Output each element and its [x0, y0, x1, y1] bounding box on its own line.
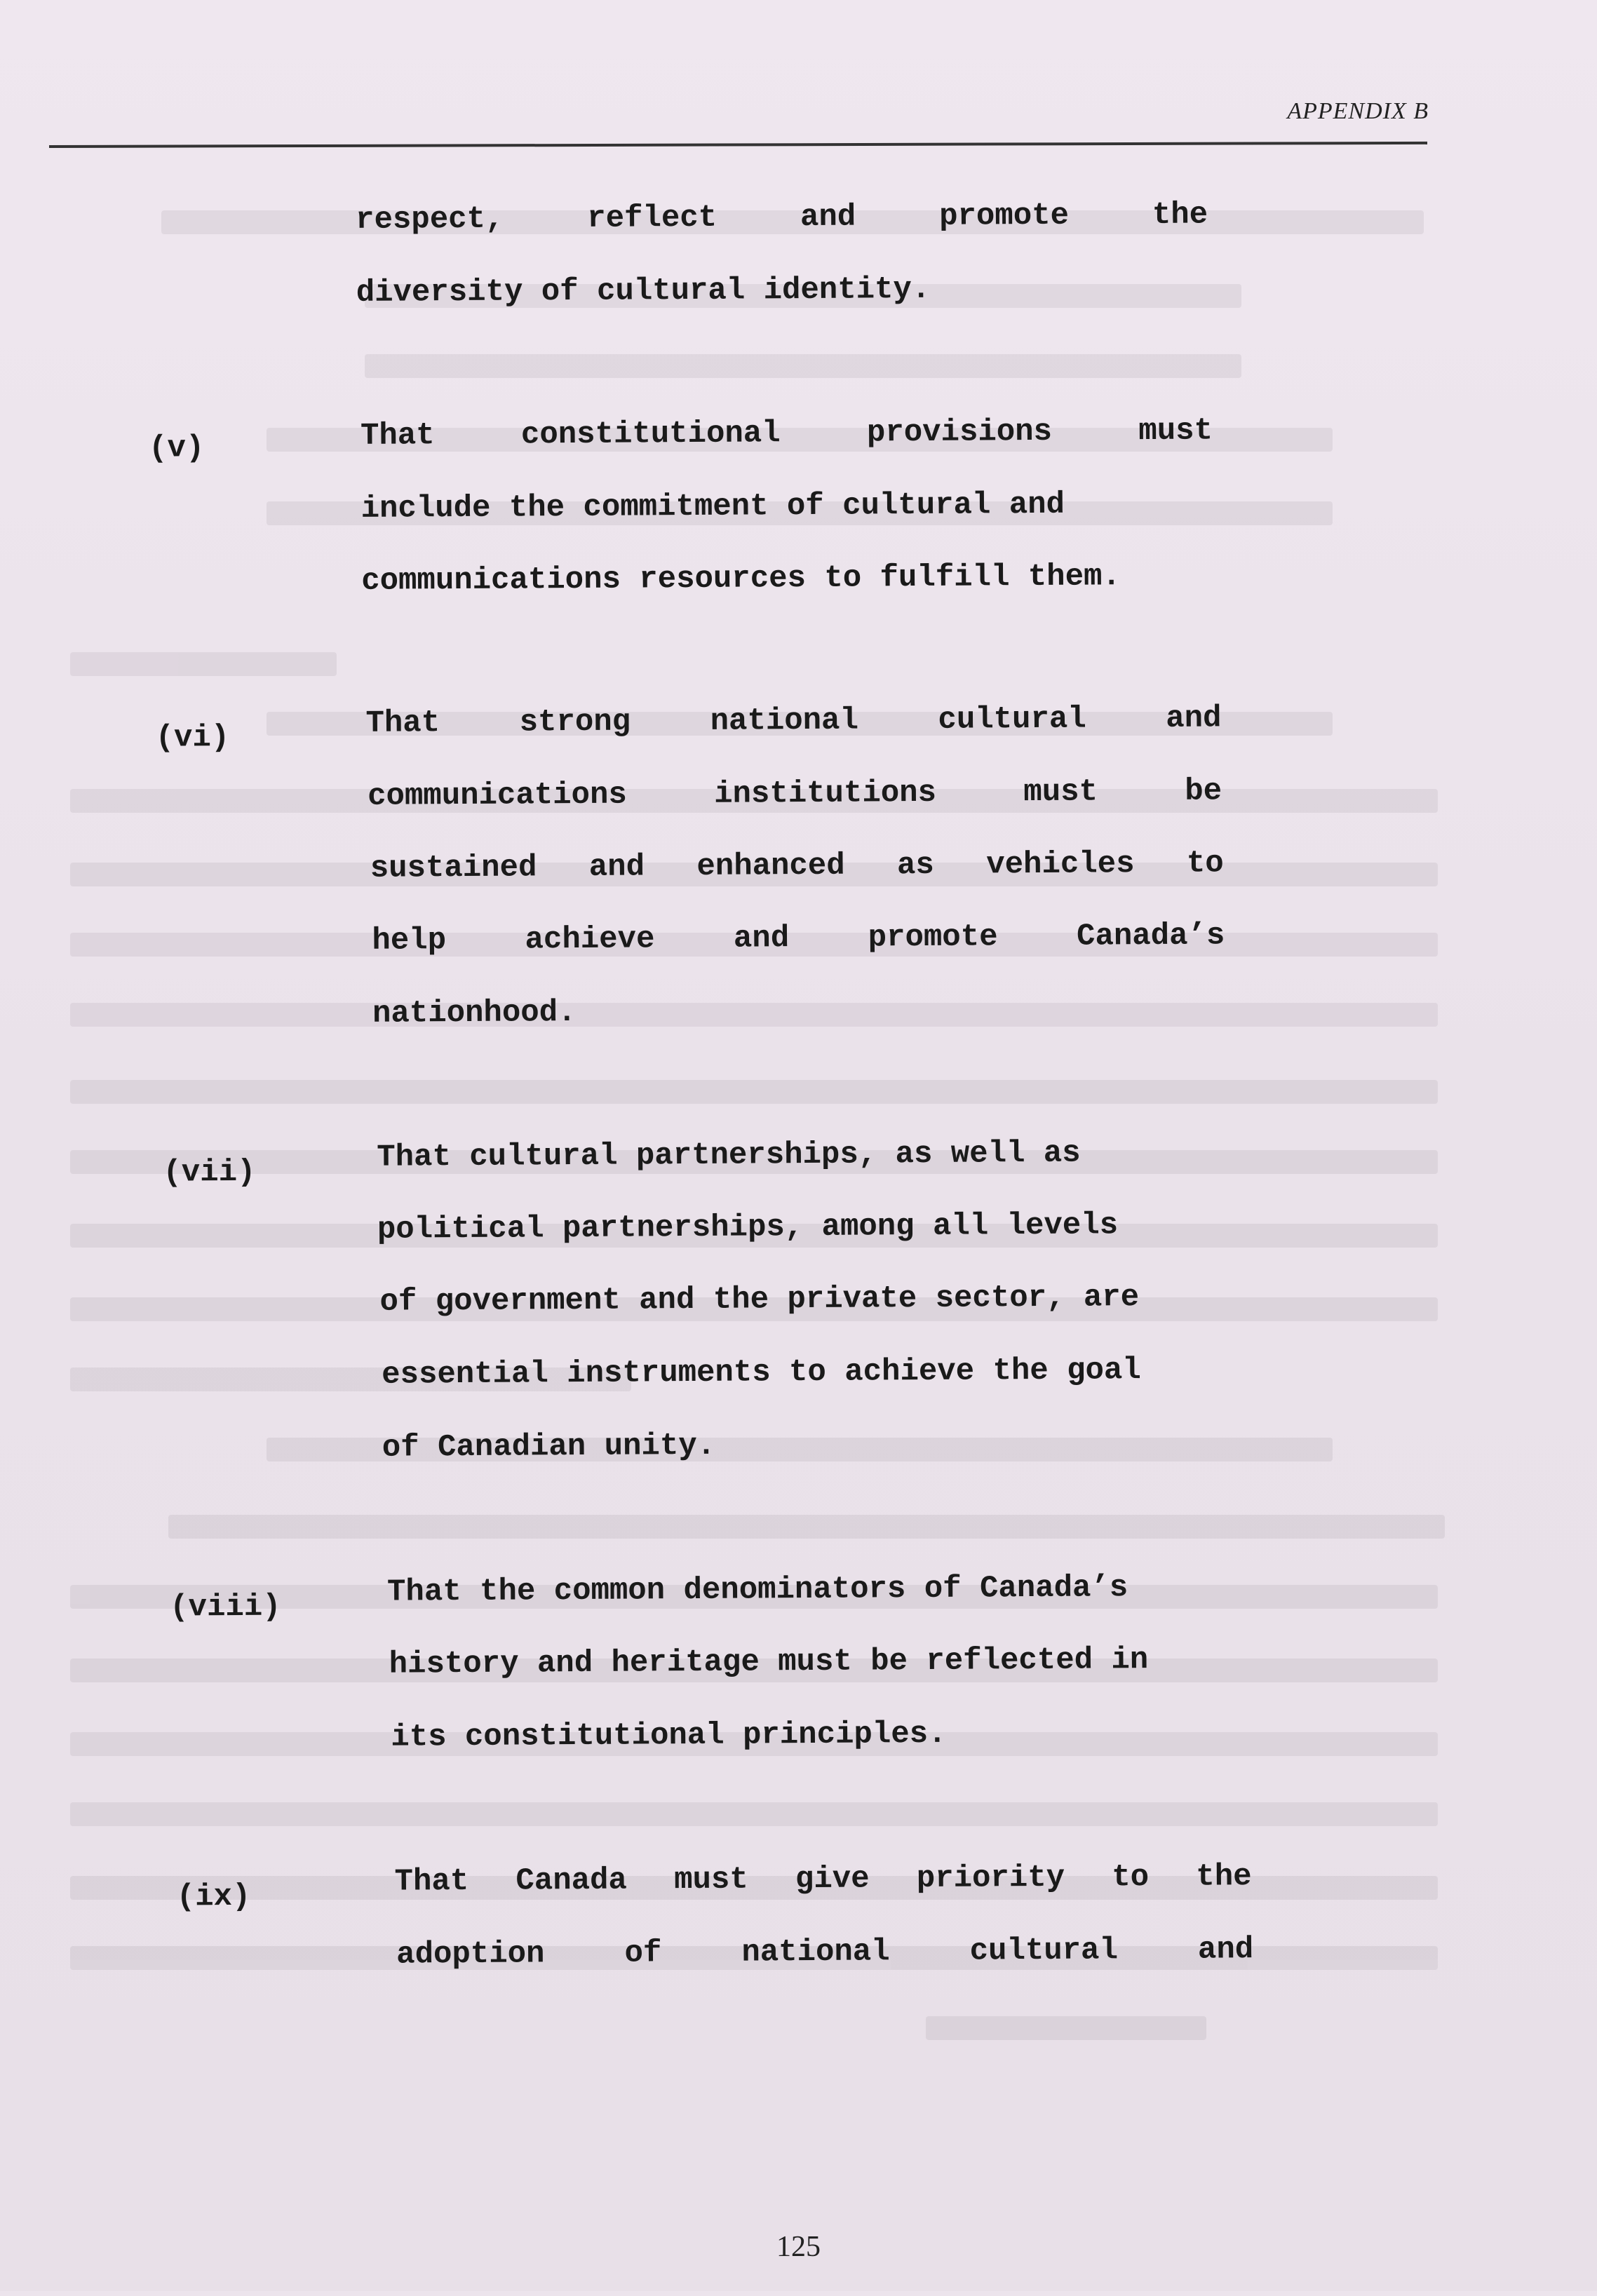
list-item-number: (viii) — [170, 1589, 281, 1626]
list-item-number: (vi) — [155, 720, 230, 756]
list-item-line: respect, reflect and promote the — [355, 197, 1208, 238]
list-item-line: sustained and enhanced as vehicles to — [370, 846, 1224, 886]
list-item-number: (v) — [148, 431, 205, 466]
appendix-label: APPENDIX B — [1287, 98, 1429, 124]
list-item-line: communications resources to fulfill them. — [361, 559, 1121, 599]
list-item-line: adoption of national cultural and — [396, 1932, 1254, 1973]
list-item-line: That cultural partnerships, as well as — [377, 1135, 1081, 1175]
list-item-line: include the commitment of cultural and — [360, 487, 1065, 527]
list-item-line: help achieve and promote Canada’s — [372, 918, 1225, 959]
list-item-line: diversity of cultural identity. — [356, 271, 931, 311]
list-item-number: (ix) — [176, 1879, 251, 1915]
list-item-line: political partnerships, among all levels — [377, 1208, 1119, 1248]
list-item-line: That the common denominators of Canada’s — [386, 1570, 1128, 1610]
list-item-number: (vii) — [163, 1154, 256, 1191]
list-item-line: That Canada must give priority to the — [394, 1859, 1252, 1900]
list-item-line: communications institutions must be — [368, 774, 1222, 814]
list-item-line: history and heritage must be reflected in — [389, 1642, 1149, 1682]
page-number: 125 — [776, 2231, 821, 2263]
list-item-line: of Canadian unity. — [382, 1428, 716, 1466]
list-item-line: That constitutional provisions must — [360, 413, 1213, 454]
list-item-line: That strong national cultural and — [365, 701, 1222, 741]
list-item-line: nationhood. — [372, 995, 577, 1032]
list-item-line: of government and the private sector, are — [379, 1280, 1140, 1320]
list-item-line: its constitutional principles. — [391, 1716, 947, 1755]
list-item-line: essential instruments to achieve the goal — [382, 1353, 1141, 1393]
